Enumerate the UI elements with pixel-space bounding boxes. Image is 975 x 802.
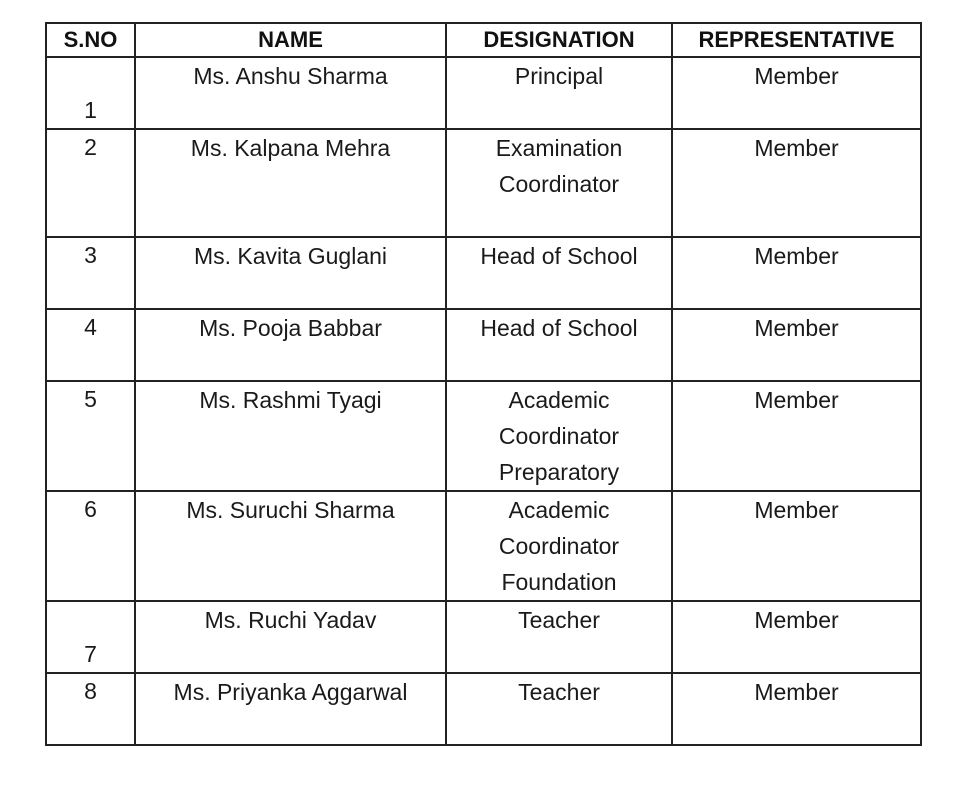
designation-line: Teacher xyxy=(518,679,600,705)
representative-cell xyxy=(672,237,921,309)
sno-value: 4 xyxy=(84,314,97,340)
designation-line: Head of School xyxy=(480,243,638,269)
committee-table xyxy=(45,22,922,746)
representative-role: Member xyxy=(754,135,839,161)
designation-cell xyxy=(446,309,672,381)
sno-cell xyxy=(46,309,135,381)
table-row xyxy=(46,673,921,745)
designation-cell xyxy=(446,237,672,309)
representative-role: Member xyxy=(754,243,839,269)
designation-line: Coordinator xyxy=(498,533,620,559)
table-row xyxy=(46,381,921,491)
designation-cell xyxy=(446,673,672,745)
representative-role: Member xyxy=(754,63,839,89)
designation-line: Teacher xyxy=(518,607,600,633)
sno-value: 2 xyxy=(84,134,97,160)
table-row xyxy=(46,601,921,673)
sno-cell: 6 xyxy=(46,491,135,601)
header-row xyxy=(46,23,921,57)
name-cell xyxy=(135,57,446,129)
table-row xyxy=(46,491,921,601)
name-cell xyxy=(135,381,446,491)
sno-cell: 1 xyxy=(46,57,135,129)
designation-line: Academic xyxy=(508,497,610,523)
member-name: Ms. Kalpana Mehra xyxy=(190,135,391,161)
member-name: Ms. Ruchi Yadav xyxy=(204,607,377,633)
representative-cell xyxy=(672,57,921,129)
member-name: Ms. Rashmi Tyagi xyxy=(199,387,382,413)
member-name: Ms. Suruchi Sharma xyxy=(186,497,395,523)
table-row xyxy=(46,237,921,309)
designation-line: Examination xyxy=(495,135,623,161)
designation-line: Head of School xyxy=(480,315,638,341)
member-name: Ms. Pooja Babbar xyxy=(199,315,382,341)
name-cell xyxy=(135,309,446,381)
designation-cell xyxy=(446,491,672,601)
header-name: NAME xyxy=(135,23,446,57)
designation-cell xyxy=(446,129,672,237)
member-name: Ms. Priyanka Aggarwal xyxy=(173,679,408,705)
name-cell xyxy=(135,237,446,309)
member-name: Ms. Kavita Guglani xyxy=(193,243,388,269)
representative-cell xyxy=(672,601,921,673)
header-sno: S.NO xyxy=(46,23,135,57)
table-row xyxy=(46,129,921,237)
header-designation: DESIGNATION xyxy=(446,23,672,57)
sno-cell xyxy=(46,129,135,237)
representative-cell xyxy=(672,673,921,745)
designation-line: Foundation xyxy=(501,569,617,595)
designation-line: Principal xyxy=(514,63,604,89)
representative-role: Member xyxy=(754,315,839,341)
member-name: Ms. Anshu Sharma xyxy=(193,63,388,89)
name-cell xyxy=(135,491,446,601)
sno-value: 3 xyxy=(84,242,97,268)
name-cell xyxy=(135,601,446,673)
designation-line: Coordinator xyxy=(498,171,620,197)
representative-role: Member xyxy=(754,679,839,705)
sno-cell xyxy=(46,673,135,745)
designation-cell xyxy=(446,601,672,673)
table-row xyxy=(46,309,921,381)
representative-cell xyxy=(672,491,921,601)
header-representative: REPRESENTATIVE xyxy=(672,23,921,57)
designation-cell xyxy=(446,381,672,491)
designation-line: Academic xyxy=(508,387,610,413)
sno-cell xyxy=(46,237,135,309)
sno-cell: 5 xyxy=(46,381,135,491)
representative-cell xyxy=(672,309,921,381)
name-cell xyxy=(135,129,446,237)
representative-cell xyxy=(672,129,921,237)
sno-value: 8 xyxy=(84,678,97,704)
representative-role: Member xyxy=(754,607,839,633)
sno-cell: 7 xyxy=(46,601,135,673)
representative-role: Member xyxy=(754,387,839,413)
table-row xyxy=(46,57,921,129)
designation-line: Coordinator xyxy=(498,423,620,449)
designation-line: Preparatory xyxy=(498,459,620,485)
designation-cell xyxy=(446,57,672,129)
name-cell xyxy=(135,673,446,745)
representative-cell xyxy=(672,381,921,491)
representative-role: Member xyxy=(754,497,839,523)
